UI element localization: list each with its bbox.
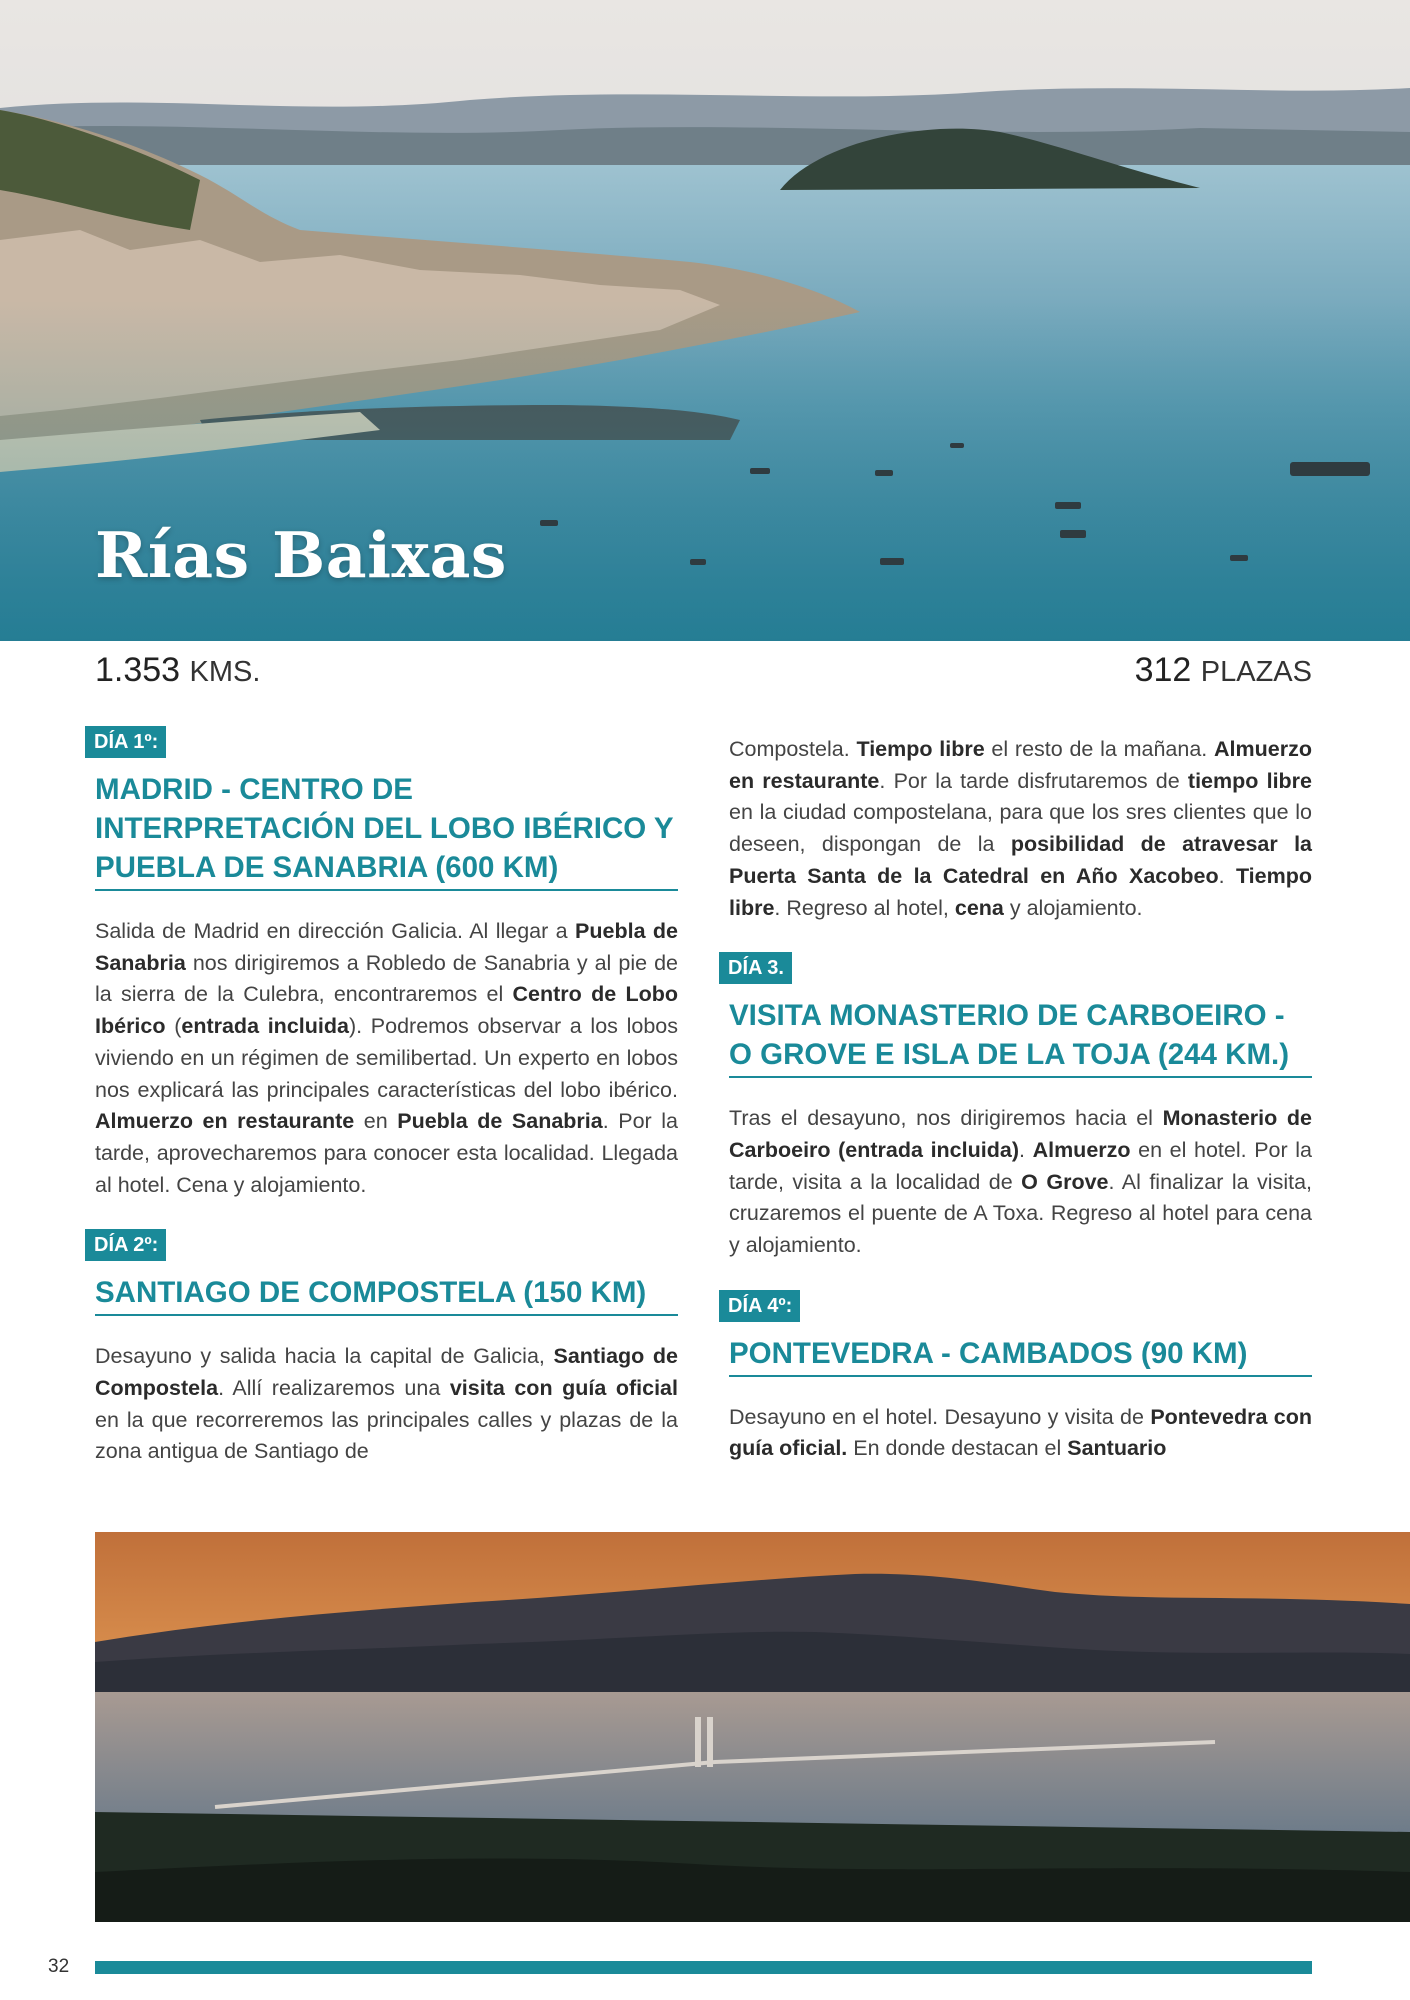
- footer-accent-bar: [95, 1961, 1312, 1974]
- text-run: en la que recorreremos las principales calles y plazas de la zona antigua de Santiago de: [95, 1407, 678, 1464]
- itinerary-right-column: [729, 734, 1312, 1465]
- text-run: en: [354, 1109, 398, 1134]
- bold-text: tiempo libre: [1187, 768, 1312, 793]
- bold-text: Santiago de Compostela: [95, 1344, 678, 1401]
- day-1-block: [95, 726, 678, 1201]
- day-1-title: MADRID - CENTRO DE INTERPRETACIÓN DEL LOBO IBÉRICO Y PUEBLA DE SANABRIA (600 KM): [95, 770, 678, 891]
- text-run: . Regreso al hotel,: [774, 895, 955, 920]
- bold-text: entrada incluida: [181, 1014, 349, 1039]
- text-run: .: [1218, 863, 1236, 888]
- distance-unit: KMS.: [189, 656, 261, 688]
- day-3-block: [729, 952, 1312, 1262]
- bold-text: Centro de Lobo Ibérico: [95, 982, 678, 1039]
- day-4-badge: DÍA 4º:: [719, 1290, 800, 1322]
- text-run: (: [165, 1014, 182, 1039]
- bold-text: visita con guía oficial: [449, 1376, 678, 1401]
- text-run: . Por la tarde, aprovecharemos para conocer esta localidad. Llegada al hotel. Cena y alojamiento.: [95, 1109, 678, 1197]
- text-run: Salida de Madrid en dirección Galicia. Al llegar a: [95, 919, 576, 943]
- seats-unit: PLAZAS: [1200, 656, 1312, 688]
- bold-text: Almuerzo en restaurante: [95, 1109, 355, 1134]
- day-3-title: VISITA MONASTERIO DE CARBOEIRO - O GROVE E ISLA DE LA TOJA (244 KM.): [729, 996, 1312, 1078]
- day-3-badge: DÍA 3.: [719, 952, 792, 984]
- day-2-title: SANTIAGO DE COMPOSTELA (150 KM): [95, 1273, 678, 1316]
- text-run: Desayuno en el hotel. Desayuno y visita de: [729, 1404, 1151, 1429]
- text-run: . Allí realizaremos una: [218, 1376, 450, 1401]
- hero-photo: [0, 0, 1410, 641]
- bold-text: cena: [954, 895, 1004, 920]
- bold-text: Almuerzo en restaurante: [729, 737, 1312, 793]
- day-2-description-continued: [729, 734, 1312, 924]
- bold-text: Puebla de Sanabria: [95, 919, 679, 975]
- text-run: . Por la tarde disfrutaremos de: [879, 768, 1188, 793]
- text-run: el resto de la mañana.: [984, 737, 1215, 761]
- itinerary-left-column: [95, 726, 678, 1468]
- page-title: Rías Baixas: [95, 518, 507, 592]
- seats-stat: [1135, 651, 1312, 690]
- text-run: y alojamiento.: [1003, 895, 1143, 920]
- day-2-description: [95, 1341, 678, 1468]
- text-run: Compostela.: [729, 737, 857, 761]
- text-run: .: [1018, 1137, 1033, 1162]
- page-number: 32: [48, 1956, 70, 1977]
- text-run: en la ciudad compostelana, para que los sres clientes que lo deseen, dispongan de la: [729, 800, 1312, 857]
- day-1-description: [95, 916, 678, 1201]
- day-1-badge: DÍA 1º:: [85, 726, 166, 758]
- day-4-description: [729, 1402, 1312, 1465]
- text-run: Desayuno y salida hacia la capital de Galicia,: [95, 1344, 554, 1369]
- text-run: En donde destacan el: [847, 1436, 1068, 1461]
- bold-text: Tiempo libre: [729, 863, 1312, 920]
- bold-text: Tiempo libre: [856, 737, 985, 761]
- text-run: Tras el desayuno, nos dirigiremos hacia el: [729, 1106, 1163, 1131]
- text-run: en el hotel. Por la tarde, visita a la localidad de: [729, 1137, 1312, 1194]
- sunset-bridge-photo: [95, 1532, 1410, 1922]
- text-run: . Al finalizar la visita, cruzaremos el puente de A Toxa. Regreso al hotel para cena y alojamiento.: [729, 1169, 1312, 1258]
- bold-text: posibilidad de atravesar la Puerta Santa de la Catedral en Año Xacobeo: [729, 832, 1313, 888]
- day-3-description: [729, 1103, 1312, 1262]
- seats-value: 312: [1134, 651, 1192, 689]
- ria-de-vigo-sunset-image: [95, 1532, 1410, 1922]
- text-run: nos dirigiremos a Robledo de Sanabria y al pie de la sierra de la Culebra, encontraremos el: [95, 950, 678, 1007]
- day-2-block: [95, 1229, 678, 1468]
- day-4-block: [729, 1290, 1312, 1465]
- text-run: ). Podremos observar a los lobos viviendo en un régimen de semilibertad. Un experto en lobos nos explicará las principales características del lobo ibérico.: [95, 1014, 679, 1102]
- bold-text: Pontevedra con guía oficial.: [729, 1404, 1312, 1461]
- bold-text: Almuerzo: [1032, 1137, 1131, 1162]
- bold-text: Puebla de Sanabria: [397, 1109, 603, 1134]
- distance-value: 1.353: [95, 651, 181, 689]
- day-4-title: PONTEVEDRA - CAMBADOS (90 KM): [729, 1334, 1312, 1377]
- distance-stat: [95, 651, 260, 690]
- bold-text: O Grove: [1021, 1169, 1109, 1194]
- day-2-badge: DÍA 2º:: [85, 1229, 166, 1261]
- bold-text: Monasterio de Carboeiro (entrada incluida): [729, 1106, 1312, 1162]
- bold-text: Santuario: [1067, 1436, 1167, 1461]
